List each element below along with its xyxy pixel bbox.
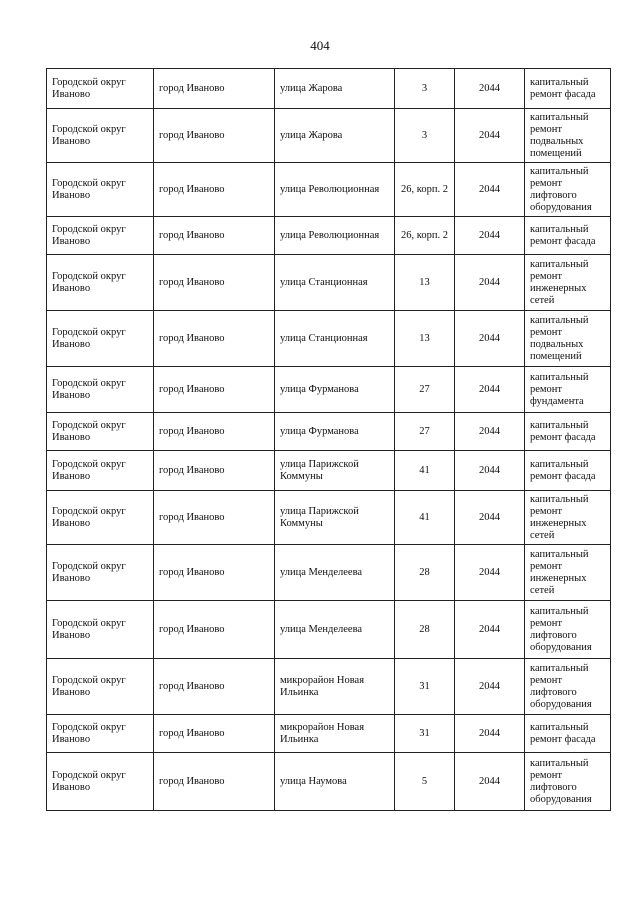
cell-work-type: капитальный ремонт лифтового оборудования — [525, 163, 611, 217]
cell-municipality: Городской округ Иваново — [47, 311, 154, 367]
cell-work-type: капитальный ремонт лифтового оборудования — [525, 601, 611, 659]
cell-municipality: Городской округ Иваново — [47, 601, 154, 659]
cell-municipality: Городской округ Иваново — [47, 367, 154, 413]
cell-house-number: 27 — [395, 413, 455, 451]
cell-work-type: капитальный ремонт фасада — [525, 217, 611, 255]
cell-street: улица Станционная — [275, 255, 395, 311]
cell-municipality: Городской округ Иваново — [47, 217, 154, 255]
table-row — [47, 255, 611, 311]
cell-planned-year: 2044 — [455, 715, 525, 753]
table-row — [47, 217, 611, 255]
cell-work-type: капитальный ремонт лифтового оборудования — [525, 753, 611, 811]
cell-municipality: Городской округ Иваново — [47, 413, 154, 451]
cell-municipality: Городской округ Иваново — [47, 109, 154, 163]
cell-municipality: Городской округ Иваново — [47, 545, 154, 601]
cell-municipality: Городской округ Иваново — [47, 163, 154, 217]
cell-work-type: капитальный ремонт фасада — [525, 69, 611, 109]
cell-work-type: капитальный ремонт инженерных сетей — [525, 255, 611, 311]
cell-street: улица Фурманова — [275, 367, 395, 413]
table-row — [47, 545, 611, 601]
table-row — [47, 753, 611, 811]
cell-work-type: капитальный ремонт подвальных помещений — [525, 311, 611, 367]
cell-planned-year: 2044 — [455, 451, 525, 491]
cell-planned-year: 2044 — [455, 601, 525, 659]
cell-settlement: город Иваново — [154, 545, 275, 601]
cell-house-number: 13 — [395, 255, 455, 311]
cell-settlement: город Иваново — [154, 413, 275, 451]
repair-schedule-table — [46, 68, 611, 811]
cell-planned-year: 2044 — [455, 109, 525, 163]
cell-planned-year: 2044 — [455, 753, 525, 811]
cell-settlement: город Иваново — [154, 491, 275, 545]
cell-municipality: Городской округ Иваново — [47, 715, 154, 753]
cell-planned-year: 2044 — [455, 69, 525, 109]
cell-street: улица Жарова — [275, 69, 395, 109]
table-row — [47, 163, 611, 217]
cell-planned-year: 2044 — [455, 545, 525, 601]
cell-work-type: капитальный ремонт фасада — [525, 715, 611, 753]
cell-planned-year: 2044 — [455, 311, 525, 367]
cell-house-number: 41 — [395, 491, 455, 545]
cell-work-type: капитальный ремонт фасада — [525, 413, 611, 451]
cell-planned-year: 2044 — [455, 659, 525, 715]
cell-street: улица Фурманова — [275, 413, 395, 451]
cell-planned-year: 2044 — [455, 413, 525, 451]
cell-work-type: капитальный ремонт фасада — [525, 451, 611, 491]
cell-settlement: город Иваново — [154, 163, 275, 217]
cell-planned-year: 2044 — [455, 255, 525, 311]
cell-house-number: 3 — [395, 69, 455, 109]
cell-house-number: 26, корп. 2 — [395, 163, 455, 217]
table-row — [47, 413, 611, 451]
cell-street: микрорайон Новая Ильинка — [275, 715, 395, 753]
cell-work-type: капитальный ремонт лифтового оборудования — [525, 659, 611, 715]
cell-house-number: 28 — [395, 601, 455, 659]
table-body — [47, 69, 611, 811]
cell-street: улица Парижской Коммуны — [275, 491, 395, 545]
cell-house-number: 28 — [395, 545, 455, 601]
cell-street: улица Революционная — [275, 217, 395, 255]
cell-settlement: город Иваново — [154, 659, 275, 715]
table-row — [47, 491, 611, 545]
cell-street: улица Парижской Коммуны — [275, 451, 395, 491]
cell-settlement: город Иваново — [154, 217, 275, 255]
cell-settlement: город Иваново — [154, 367, 275, 413]
cell-street: улица Менделеева — [275, 545, 395, 601]
page-number: 404 — [310, 38, 330, 53]
cell-planned-year: 2044 — [455, 217, 525, 255]
cell-house-number: 31 — [395, 659, 455, 715]
cell-municipality: Городской округ Иваново — [47, 255, 154, 311]
cell-street: улица Наумова — [275, 753, 395, 811]
table-row — [47, 659, 611, 715]
cell-municipality: Городской округ Иваново — [47, 451, 154, 491]
table-row — [47, 311, 611, 367]
cell-settlement: город Иваново — [154, 109, 275, 163]
cell-house-number: 31 — [395, 715, 455, 753]
cell-settlement: город Иваново — [154, 753, 275, 811]
cell-planned-year: 2044 — [455, 163, 525, 217]
table-row — [47, 601, 611, 659]
cell-street: улица Революционная — [275, 163, 395, 217]
cell-house-number: 26, корп. 2 — [395, 217, 455, 255]
cell-settlement: город Иваново — [154, 255, 275, 311]
table-row — [47, 109, 611, 163]
table-row — [47, 69, 611, 109]
cell-street: улица Станционная — [275, 311, 395, 367]
cell-planned-year: 2044 — [455, 491, 525, 545]
cell-work-type: капитальный ремонт подвальных помещений — [525, 109, 611, 163]
cell-street: улица Менделеева — [275, 601, 395, 659]
cell-street: улица Жарова — [275, 109, 395, 163]
cell-municipality: Городской округ Иваново — [47, 659, 154, 715]
cell-house-number: 13 — [395, 311, 455, 367]
table-row — [47, 715, 611, 753]
cell-settlement: город Иваново — [154, 601, 275, 659]
cell-planned-year: 2044 — [455, 367, 525, 413]
cell-settlement: город Иваново — [154, 311, 275, 367]
cell-work-type: капитальный ремонт инженерных сетей — [525, 491, 611, 545]
cell-house-number: 3 — [395, 109, 455, 163]
cell-settlement: город Иваново — [154, 715, 275, 753]
cell-settlement: город Иваново — [154, 451, 275, 491]
table-row — [47, 451, 611, 491]
cell-house-number: 41 — [395, 451, 455, 491]
cell-street: микрорайон Новая Ильинка — [275, 659, 395, 715]
cell-settlement: город Иваново — [154, 69, 275, 109]
cell-work-type: капитальный ремонт инженерных сетей — [525, 545, 611, 601]
cell-house-number: 27 — [395, 367, 455, 413]
table-row — [47, 367, 611, 413]
cell-work-type: капитальный ремонт фундамента — [525, 367, 611, 413]
cell-house-number: 5 — [395, 753, 455, 811]
cell-municipality: Городской округ Иваново — [47, 69, 154, 109]
cell-municipality: Городской округ Иваново — [47, 753, 154, 811]
cell-municipality: Городской округ Иваново — [47, 491, 154, 545]
